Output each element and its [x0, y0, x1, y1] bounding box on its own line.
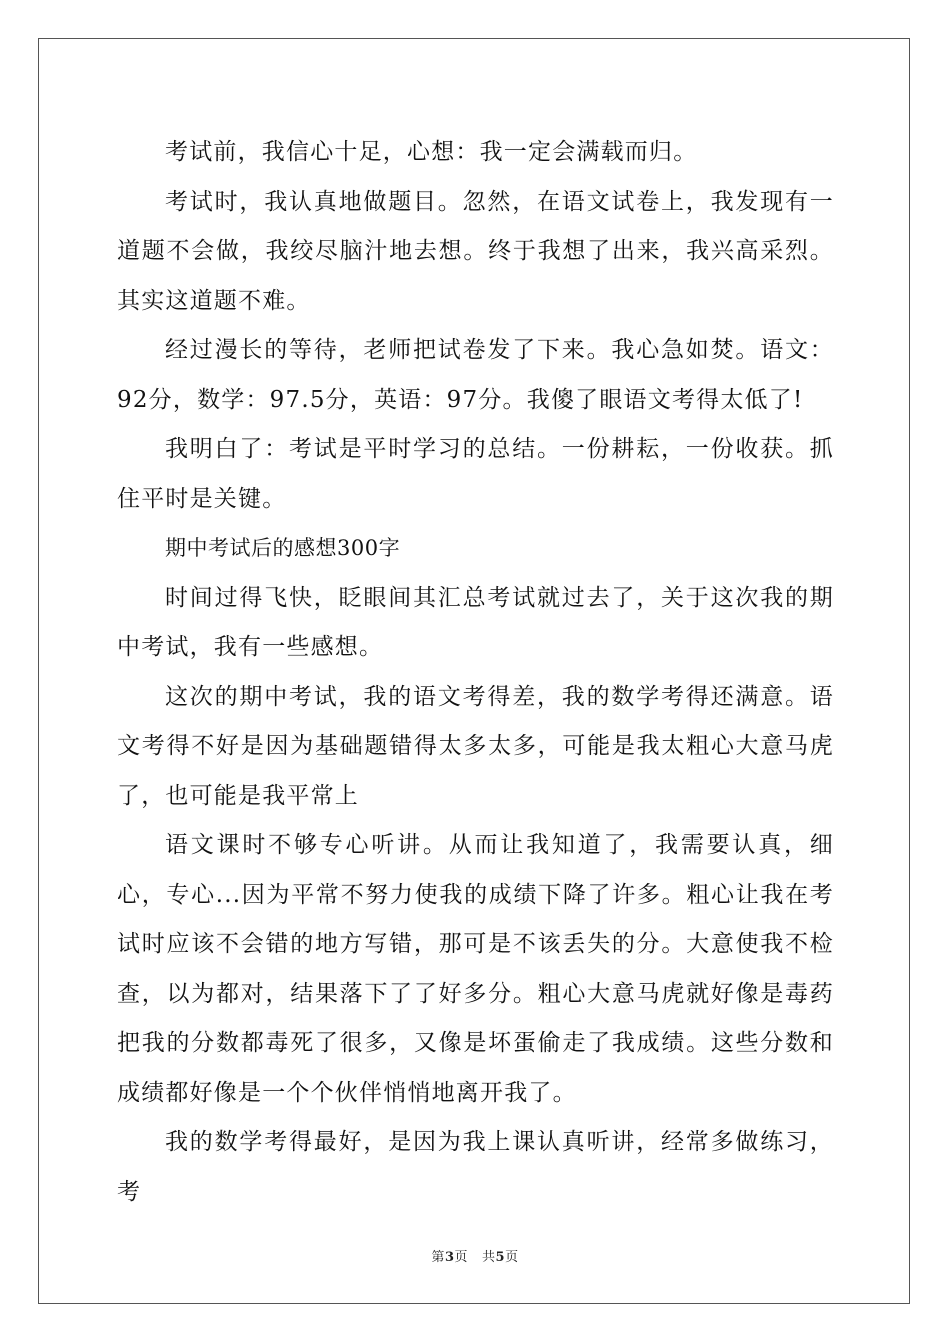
total-label-prefix: 共: [482, 1250, 496, 1265]
paragraph: 我明白了：考试是平时学习的总结。一份耕耘，一份收获。抓住平时是关键。: [117, 436, 834, 512]
page-current: 3: [444, 1250, 455, 1265]
page-footer: [0, 1246, 950, 1265]
paragraph: 我的数学考得最好，是因为我上课认真听讲，经常多做练习，考: [117, 1129, 834, 1205]
page-total: 5: [495, 1250, 506, 1265]
page-label-suffix: 页: [454, 1250, 468, 1265]
page-label-prefix: 第: [431, 1250, 445, 1265]
paragraph: 考试时，我认真地做题目。忽然，在语文试卷上，我发现有一道题不会做，我绞尽脑汁地去想。终于我想了出来，我兴高采烈。其实这道题不难。: [117, 188, 834, 314]
total-label-suffix: 页: [505, 1250, 519, 1265]
paragraph: 这次的期中考试，我的语文考得差，我的数学考得还满意。语文考得不好是因为基础题错得太多太多，可能是我太粗心大意马虎了，也可能是我平常上: [117, 683, 834, 809]
paragraph: 考试前，我信心十足，心想：我一定会满载而归。: [165, 139, 698, 165]
document-body: [117, 128, 834, 1217]
section-heading: 期中考试后的感想300字: [165, 536, 401, 560]
paragraph: 时间过得飞快，眨眼间其汇总考试就过去了，关于这次我的期中考试，我有一些感想。: [117, 584, 834, 660]
paragraph: 语文课时不够专心听讲。从而让我知道了，我需要认真，细心，专心...因为平常不努力使我的成绩下降了许多。粗心让我在考试时应该不会错的地方写错，那可是不该丢失的分。大意使我不检查，以为都对，结果落下了了好多分。粗心大意马虎就好像是毒药把我的分数都毒死了很多，又像是坏蛋偷走了我成绩。这些分数和成绩都好像是一个个伙伴悄悄地离开我了。: [117, 832, 834, 1106]
paragraph: 经过漫长的等待，老师把试卷发了下来。我心急如焚。语文：92分，数学：97.5分，英语：97分。我傻了眼语文考得太低了!: [117, 337, 834, 413]
